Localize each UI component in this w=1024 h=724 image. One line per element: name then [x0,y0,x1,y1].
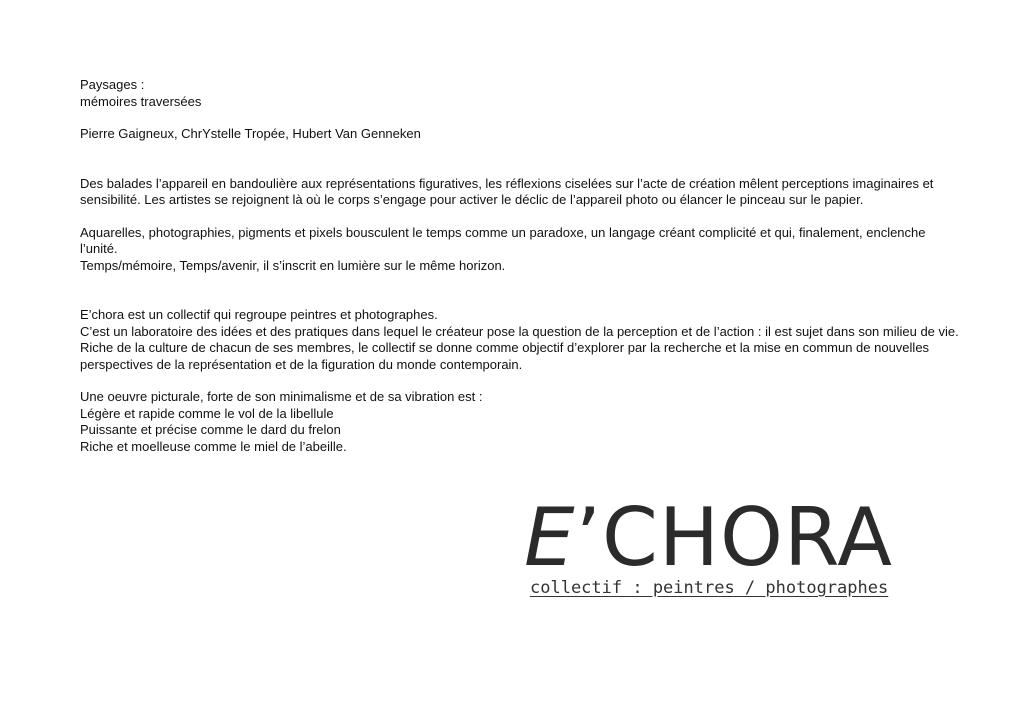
spacer [80,110,960,126]
logo-tagline: collectif : peintres / photographes [530,578,889,598]
time-line: Temps/mémoire, Temps/avenir, il s’inscrit en lumière sur le même horizon. [80,257,506,273]
artists-line: Pierre Gaigneux, ChrYstelle Tropée, Hubert Van Genneken [80,126,421,141]
poem-line-3: Riche et moelleuse comme le miel de l’abeille. [80,438,347,454]
title-line-2: mémoires traversées [80,93,202,109]
poem-line-1: Légère et rapide comme le vol de la libellule [80,405,334,421]
echora-logo [524,491,894,598]
laboratory-paragraph: C’est un laboratoire des idées et des pratiques dans lequel le créateur pose la question de la perception et de l’action : il est sujet dans son milieu de vie. [80,323,959,339]
poem-line-2: Puissante et précise comme le dard du frelon [80,422,341,437]
collective-line: E’chora est un collectif qui regroupe peintres et photographes. [80,307,438,322]
spacer [80,373,960,389]
document-body [80,77,960,455]
intro-paragraph: Des balades l’appareil en bandoulière aux représentations figuratives, les réflexions ciselées sur l’acte de création mêlent perceptions imaginaires et sensibilité. Les artistes se rejoignent là où le corps s’engage pour activer le déclic de l’appareil photo ou élancer le pinceau sur le papier. [80,175,934,207]
spacer [80,274,960,307]
logo-letter-e: E [524,491,576,584]
culture-paragraph: Riche de la culture de chacun de ses membres, le collectif se donne comme objectif d’explorer par la recherche et la mise en commun de nouvelles perspectives de la représentation et de la figuration du monde contemporain. [80,340,930,372]
title-line-1: Paysages : [80,77,145,92]
spacer [80,143,960,176]
media-paragraph: Aquarelles, photographies, pigments et pixels bousculent le temps comme un paradoxe, un langage créant complicité et qui, finalement, enclenche l’unité. [80,224,926,256]
logo-wordmark-rest: ’CHORA [575,491,894,584]
spacer [80,209,960,225]
logo-wordmark [524,491,894,584]
poem-intro: Une oeuvre picturale, forte de son minimalisme et de sa vibration est : [80,389,483,404]
